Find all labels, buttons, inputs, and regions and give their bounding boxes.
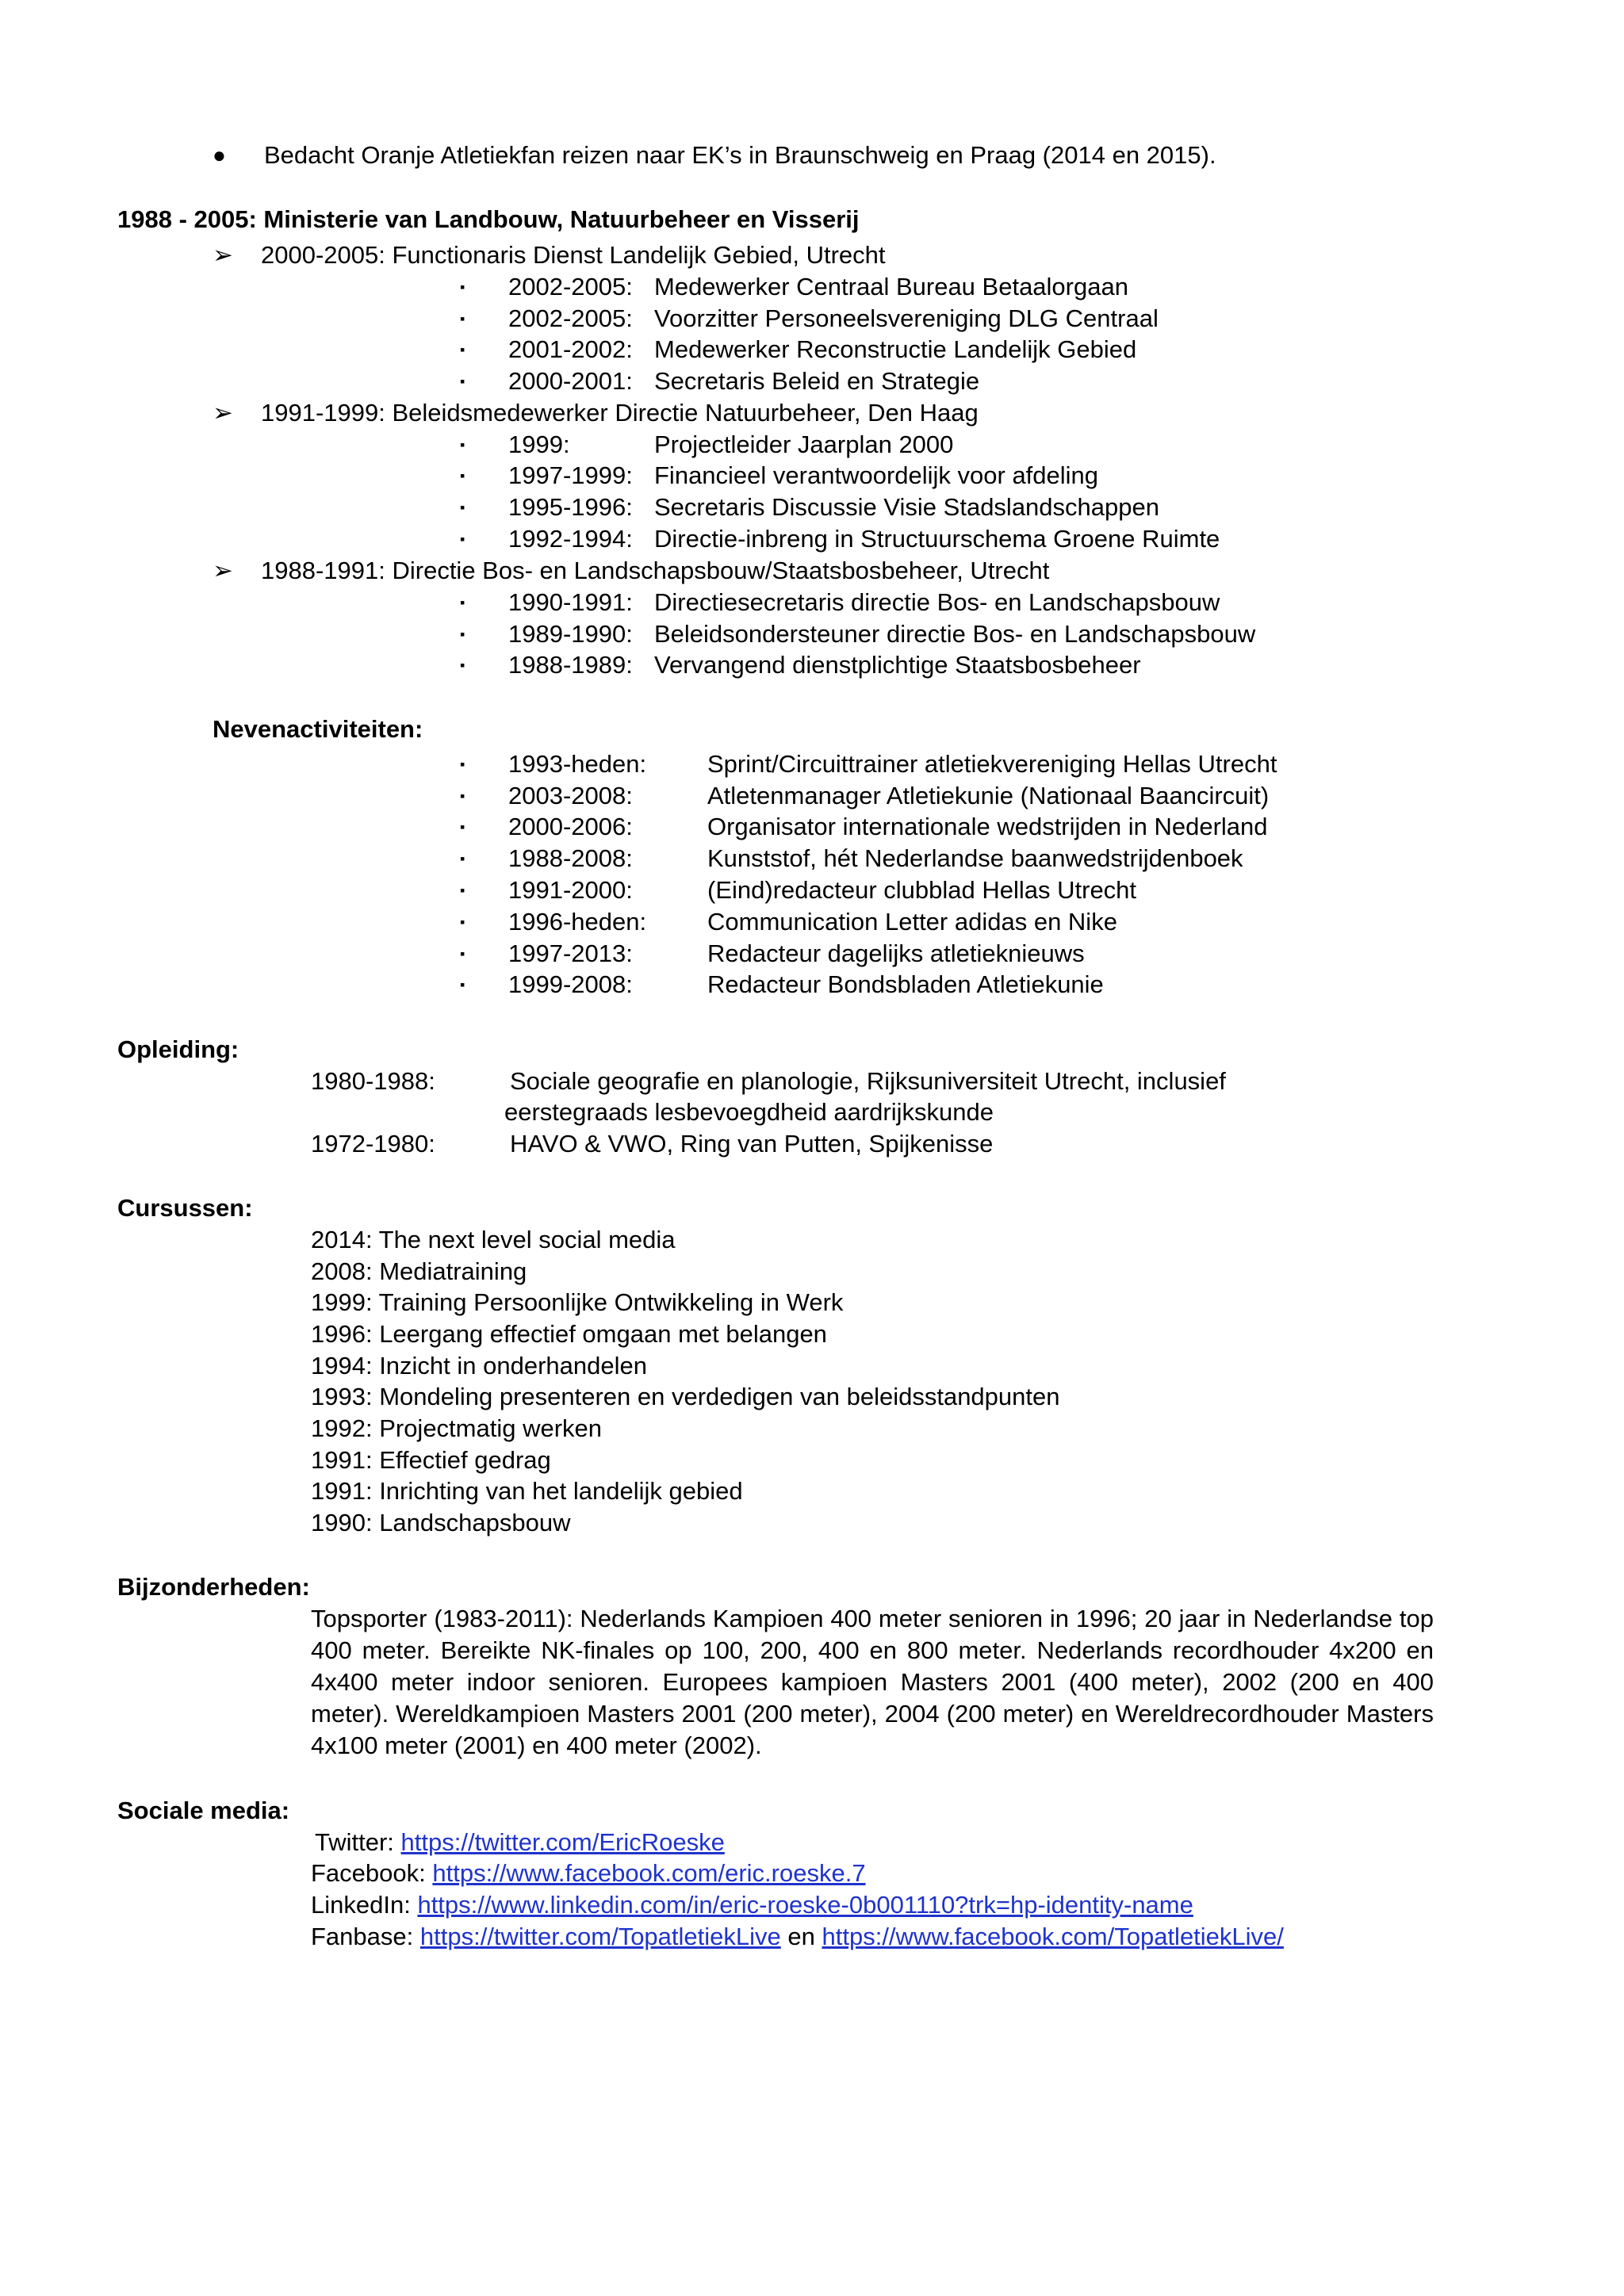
facebook-row xyxy=(311,1858,866,1889)
cursus-item: 2008: Mediatraining xyxy=(311,1257,527,1285)
cursus-item: 1991: Inrichting van het landelijk gebied xyxy=(311,1477,743,1505)
ministry-heading: 1988 - 2005: Ministerie van Landbouw, Natuurbeheer en Visserij xyxy=(117,205,860,233)
ministry-section-title: 1991-1999: Beleidsmedewerker Directie Natuurbeheer, Den Haag xyxy=(261,399,979,427)
cursus-item: 1992: Projectmatig werken xyxy=(311,1414,603,1442)
square-bullet-icon: ▪ xyxy=(460,882,465,898)
linkedin-link[interactable]: https://www.linkedin.com/in/eric-roeske-0b001110?trk=hp-identity-name xyxy=(417,1891,1193,1919)
square-bullet-icon: ▪ xyxy=(460,373,465,389)
ministry-section-title: 1988-1991: Directie Bos- en Landschapsbouw/Staatsbosbeheer, Utrecht xyxy=(261,557,1050,584)
opleiding-period: 1972-1980: xyxy=(311,1130,435,1158)
neven-period: 1997-2013: xyxy=(508,939,633,967)
opleiding-period: 1980-1988: xyxy=(311,1067,435,1095)
fanbase-separator: en xyxy=(787,1923,815,1950)
item-text: Voorzitter Personeelsvereniging DLG Centraal xyxy=(654,304,1159,332)
cursus-item: 1996: Leergang effectief omgaan met belangen xyxy=(311,1320,827,1348)
neven-period: 1999-2008: xyxy=(508,970,633,998)
square-bullet-icon: ▪ xyxy=(460,342,465,358)
facebook-link[interactable]: https://www.facebook.com/eric.roeske.7 xyxy=(432,1859,866,1887)
item-text: Secretaris Discussie Visie Stadslandschappen xyxy=(654,493,1159,521)
item-period: 2002-2005: xyxy=(508,304,633,332)
item-text: Directiesecretaris directie Bos- en Landschapsbouw xyxy=(654,588,1220,616)
item-period: 1997-1999: xyxy=(508,461,633,489)
linkedin-row xyxy=(311,1889,1193,1921)
linkedin-label: LinkedIn: xyxy=(311,1891,411,1919)
square-bullet-icon: ▪ xyxy=(460,657,465,673)
square-bullet-icon: ▪ xyxy=(460,279,465,295)
opleiding-text: Sociale geografie en planologie, Rijksuniversiteit Utrecht, inclusief xyxy=(510,1067,1226,1095)
neven-period: 1993-heden: xyxy=(508,750,647,778)
item-period: 1988-1989: xyxy=(508,651,633,679)
facebook-label: Facebook: xyxy=(311,1859,426,1887)
neven-period: 2000-2006: xyxy=(508,813,633,840)
square-bullet-icon: ▪ xyxy=(460,946,465,962)
square-bullet-icon: ▪ xyxy=(460,531,465,547)
square-bullet-icon: ▪ xyxy=(460,311,465,327)
square-bullet-icon: ▪ xyxy=(460,977,465,993)
bullet-icon: ● xyxy=(213,143,226,167)
ministry-section-title: 2000-2005: Functionaris Dienst Landelijk Gebied, Utrecht xyxy=(261,241,886,269)
fanbase-row xyxy=(311,1921,1284,1953)
item-period: 1995-1996: xyxy=(508,493,633,521)
item-text: Vervangend dienstplichtige Staatsbosbeheer xyxy=(654,651,1141,679)
fanbase-label: Fanbase: xyxy=(311,1923,414,1950)
square-bullet-icon: ▪ xyxy=(460,499,465,515)
twitter-label: Twitter: xyxy=(315,1828,394,1856)
square-bullet-icon: ▪ xyxy=(460,595,465,610)
arrow-icon: ➢ xyxy=(213,399,233,427)
arrow-icon: ➢ xyxy=(213,557,233,584)
square-bullet-icon: ▪ xyxy=(460,819,465,835)
neven-period: 1988-2008: xyxy=(508,844,633,872)
neven-period: 1991-2000: xyxy=(508,876,633,904)
square-bullet-icon: ▪ xyxy=(460,756,465,772)
cursus-item: 1991: Effectief gedrag xyxy=(311,1446,551,1474)
square-bullet-icon: ▪ xyxy=(460,468,465,484)
item-period: 1989-1990: xyxy=(508,620,633,648)
opleiding-text-cont: eerstegraads lesbevoegdheid aardrijkskunde xyxy=(504,1098,994,1126)
top-bullet-text: Bedacht Oranje Atletiekfan reizen naar EK’s in Braunschweig en Praag (2014 en 2015). xyxy=(264,141,1216,169)
neven-text: Redacteur Bondsbladen Atletiekunie xyxy=(707,970,1104,998)
item-period: 1990-1991: xyxy=(508,588,633,616)
item-text: Financieel verantwoordelijk voor afdeling xyxy=(654,461,1099,489)
item-period: 1992-1994: xyxy=(508,525,633,553)
fanbase-twitter-link[interactable]: https://twitter.com/TopatletiekLive xyxy=(419,1923,781,1950)
square-bullet-icon: ▪ xyxy=(460,914,465,930)
cursus-item: 1999: Training Persoonlijke Ontwikkeling in Werk xyxy=(311,1288,844,1316)
bijzonderheden-text: Topsporter (1983-2011): Nederlands Kampioen 400 meter senioren in 1996; 20 jaar in Nederlandse top 400 meter. Bereikte NK-finales op 100, 200, 400 en 800 meter. Nederlands recordhouder 4x200 en 4x400 meter indoor senioren. Europees kampioen Masters 2001 (400 meter), 2002 (200 en 400 meter). Wereldkampioen Masters 2001 (200 meter), 2004 (200 meter) en Wereldrecordhouder Masters 4x100 meter (2001) en 400 meter (2002). xyxy=(311,1605,1434,1759)
item-text: Secretaris Beleid en Strategie xyxy=(654,367,980,395)
item-text: Medewerker Centraal Bureau Betaalorgaan xyxy=(654,273,1128,300)
bijzonderheden-heading: Bijzonderheden: xyxy=(117,1573,310,1601)
cursus-item: 1994: Inzicht in onderhandelen xyxy=(311,1352,647,1380)
square-bullet-icon: ▪ xyxy=(460,626,465,642)
square-bullet-icon: ▪ xyxy=(460,437,465,453)
item-period: 2002-2005: xyxy=(508,273,633,300)
opleiding-heading: Opleiding: xyxy=(117,1035,239,1063)
neven-text: Atletenmanager Atletiekunie (Nationaal Baancircuit) xyxy=(707,782,1270,809)
item-period: 2000-2001: xyxy=(508,367,633,395)
neven-period: 1996-heden: xyxy=(508,908,647,936)
neven-text: (Eind)redacteur clubblad Hellas Utrecht xyxy=(707,876,1137,904)
opleiding-text: HAVO & VWO, Ring van Putten, Spijkenisse xyxy=(510,1130,994,1158)
cursussen-heading: Cursussen: xyxy=(117,1194,253,1222)
twitter-row xyxy=(315,1827,725,1858)
neven-text: Organisator internationale wedstrijden in Nederland xyxy=(707,813,1268,840)
square-bullet-icon: ▪ xyxy=(460,851,465,867)
arrow-icon: ➢ xyxy=(213,241,233,269)
neven-heading: Nevenactiviteiten: xyxy=(213,715,423,743)
item-text: Beleidsondersteuner directie Bos- en Landschapsbouw xyxy=(654,620,1256,648)
item-text: Medewerker Reconstructie Landelijk Gebied xyxy=(654,335,1137,363)
cursus-item: 2014: The next level social media xyxy=(311,1226,676,1253)
neven-text: Sprint/Circuittrainer atletiekvereniging Hellas Utrecht xyxy=(707,750,1277,778)
square-bullet-icon: ▪ xyxy=(460,788,465,804)
cursus-item: 1990: Landschapsbouw xyxy=(311,1509,571,1536)
cursus-item: 1993: Mondeling presenteren en verdedigen van beleidsstandpunten xyxy=(311,1383,1060,1410)
item-text: Directie-inbreng in Structuurschema Groene Ruimte xyxy=(654,525,1220,553)
twitter-link[interactable]: https://twitter.com/EricRoeske xyxy=(400,1828,725,1856)
neven-text: Communication Letter adidas en Nike xyxy=(707,908,1117,936)
social-heading: Sociale media: xyxy=(117,1797,290,1824)
neven-period: 2003-2008: xyxy=(508,782,633,809)
item-period: 1999: xyxy=(508,430,570,458)
item-text: Projectleider Jaarplan 2000 xyxy=(654,430,954,458)
item-period: 2001-2002: xyxy=(508,335,633,363)
neven-text: Kunststof, hét Nederlandse baanwedstrijdenboek xyxy=(707,844,1243,872)
fanbase-facebook-link[interactable]: https://www.facebook.com/TopatletiekLive/ xyxy=(822,1923,1284,1950)
neven-text: Redacteur dagelijks atletieknieuws xyxy=(707,939,1085,967)
